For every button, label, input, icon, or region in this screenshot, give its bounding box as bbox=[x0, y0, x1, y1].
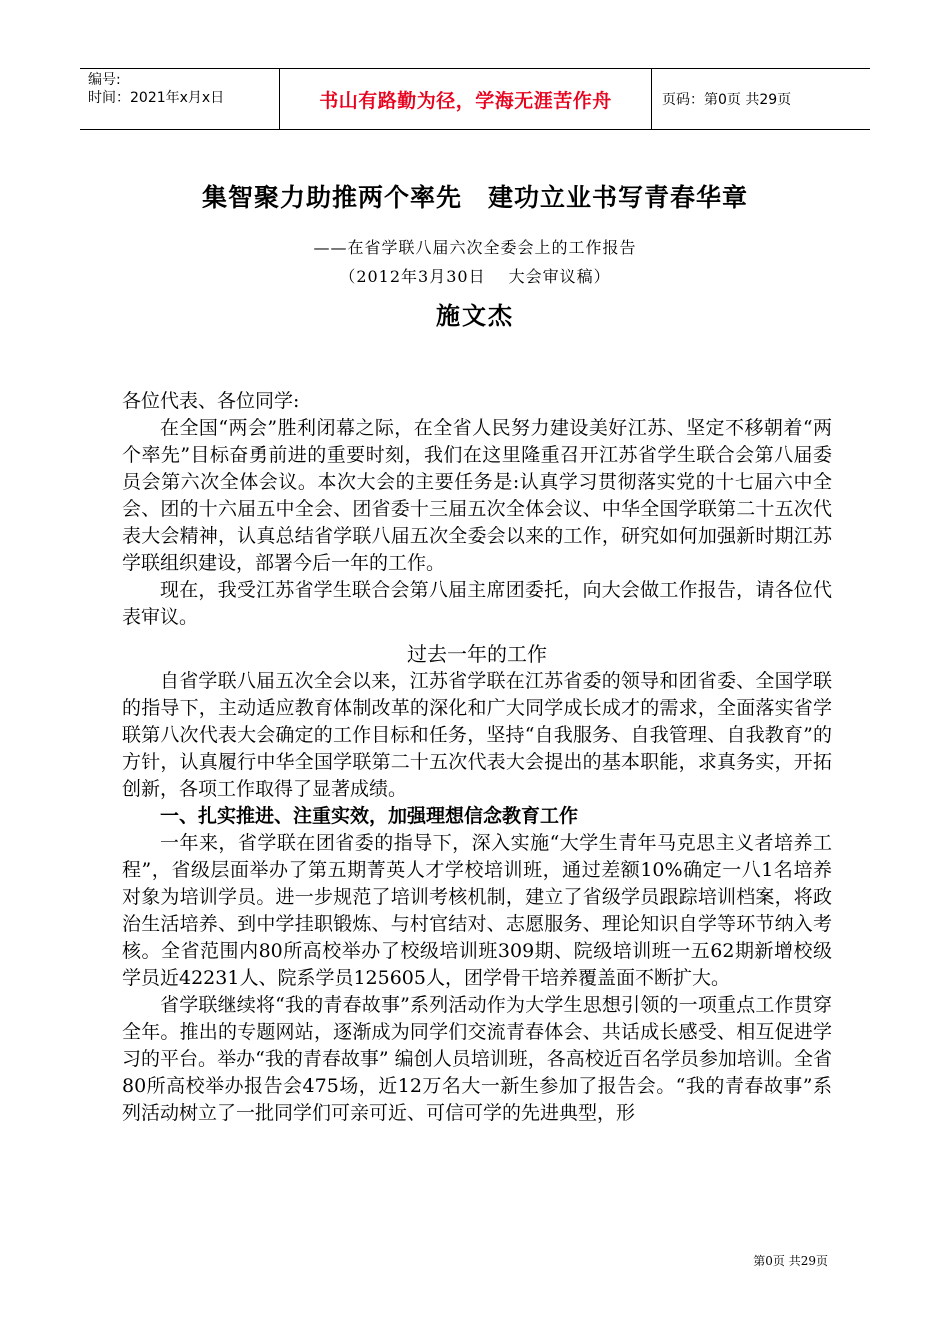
header-page-info: 页码：第0页 共29页 bbox=[662, 92, 792, 108]
document-body bbox=[122, 388, 832, 1127]
page-header bbox=[80, 68, 870, 130]
date-label: 时间：2021年x月x日 bbox=[88, 90, 225, 106]
number-label: 编号: bbox=[88, 72, 121, 88]
paragraph: 在全国“两会”胜利闭幕之际，在全省人民努力建设美好江苏、坚定不移朝着“两个率先”目标奋勇前进的重要时刻，我们在这里隆重召开江苏省学生联合会第八届委员会第六次全体会议。本次大会的主要任务是:认真学习贯彻落实党的十七届六中全会、团的十六届五中全会、团省委十三届五次全体会议、中华全国学联第二十五次代表大会精神，认真总结省学联八届五次全委会以来的工作，研究如何加强新时期江苏学联组织建设，部署今后一年的工作。 bbox=[122, 417, 832, 574]
paragraph: 自省学联八届五次全会以来，江苏省学联在江苏省委的领导和团省委、全国学联的指导下，主动适应教育体制改革的深化和广大同学成长成才的需求，全面落实省学联第八次代表大会确定的工作目标和任务，坚持“自我服务、自我管理、自我教育”的方针，认真履行中华全国学联第二十五次代表大会提出的基本职能，求真务实，开拓创新，各项工作取得了显著成绩。 bbox=[122, 670, 832, 800]
document-subtitle: ——在省学联八届六次全委会上的工作报告 bbox=[313, 238, 637, 257]
paragraph: 省学联继续将“我的青春故事”系列活动作为大学生思想引领的一项重点工作贯穿全年。推出的专题网站，逐渐成为同学们交流青春体会、共话成长感受、相互促进学习的平台。举办“我的青春故事” 编创人员培训班，各高校近百名学员参加培训。全省80所高校举办报告会475场，近12万名大一新生参加了报告会。“我的青春故事”系列活动树立了一批同学们可亲可近、可信可学的先进典型，形 bbox=[122, 994, 832, 1124]
header-motto: 书山有路勤为径，学海无涯苦作舟 bbox=[280, 69, 652, 129]
salutation: 各位代表、各位同学: bbox=[122, 390, 300, 412]
page-footer: 第0页 共29页 bbox=[753, 1254, 828, 1268]
paragraph: 一年来，省学联在团省委的指导下，深入实施“大学生青年马克思主义者培养工程”，省级层面举办了第五期菁英人才学校培训班，通过差额10%确定一八1名培养对象为培训学员。进一步规范了培训考核机制，建立了省级学员跟踪培训档案，将政治生活培养、到中学挂职锻炼、与村官结对、志愿服务、理论知识自学等环节纳入考核。全省范围内80所高校举办了校级培训班309期、院级培训班一五62期新增校级学员近42231人、院系学员125605人，团学骨干培养覆盖面不断扩大。 bbox=[122, 832, 832, 989]
document-author: 施文杰 bbox=[436, 301, 514, 330]
header-meta bbox=[80, 69, 280, 129]
section-title: 过去一年的工作 bbox=[407, 642, 547, 666]
document-date-line: （2012年3月30日 大会审议稿） bbox=[339, 267, 611, 286]
paragraph: 现在，我受江苏省学生联合会第八届主席团委托，向大会做工作报告，请各位代表审议。 bbox=[122, 579, 832, 628]
sub-heading: 一、扎实推进、注重实效，加强理想信念教育工作 bbox=[160, 805, 579, 827]
document-title: 集智聚力助推两个率先 建功立业书写青春华章 bbox=[201, 183, 748, 212]
